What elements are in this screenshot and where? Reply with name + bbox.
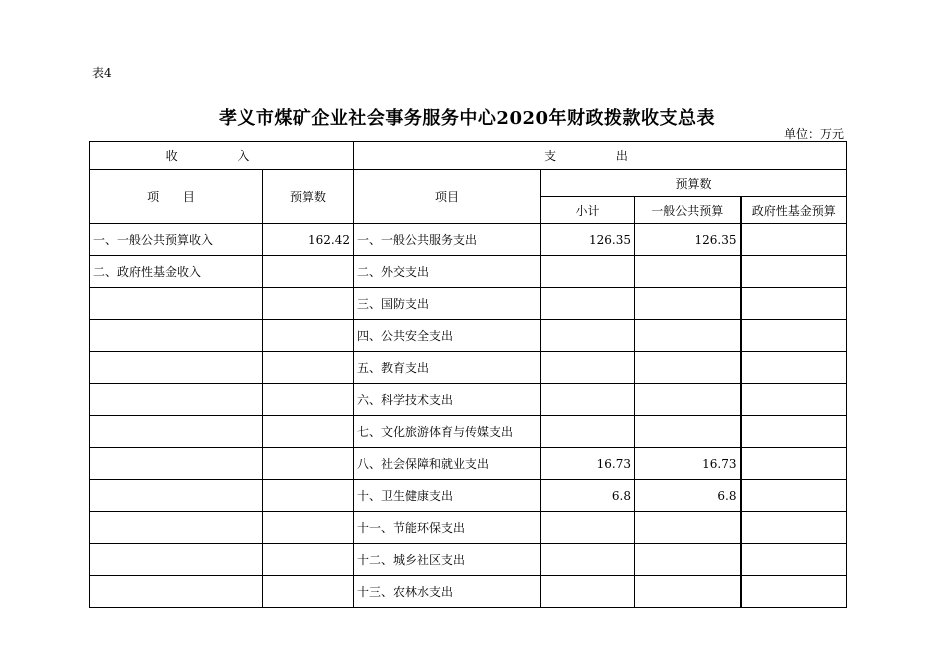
budget-table (89, 141, 847, 608)
header-row-1 (90, 142, 847, 170)
table-row (90, 512, 847, 544)
table-row (90, 448, 847, 480)
gov-fund-cell (741, 416, 847, 448)
subtotal-cell: 6.8 (541, 480, 635, 512)
expense-item-cell: 八、社会保障和就业支出 (354, 448, 541, 480)
expense-item-cell: 十、卫生健康支出 (354, 480, 541, 512)
gov-fund-cell (741, 544, 847, 576)
expense-item-cell: 七、文化旅游体育与传媒支出 (354, 416, 541, 448)
income-amount-cell (263, 384, 354, 416)
expense-item-cell: 十三、农林水支出 (354, 576, 541, 608)
budget-table-body (90, 142, 847, 608)
income-item-cell: 一、一般公共预算收入 (90, 224, 263, 256)
gov-fund-cell (741, 352, 847, 384)
expense-item-cell: 三、国防支出 (354, 288, 541, 320)
subtotal-cell (541, 320, 635, 352)
income-amount-cell (263, 480, 354, 512)
gov-fund-header: 政府性基金预算 (741, 197, 847, 224)
income-item-header: 项 目 (90, 170, 263, 224)
general-budget-cell: 16.73 (635, 448, 741, 480)
table-row (90, 576, 847, 608)
income-amount-cell: 162.42 (263, 224, 354, 256)
expense-item-cell: 十一、节能环保支出 (354, 512, 541, 544)
table-row (90, 320, 847, 352)
expense-item-cell: 一、一般公共服务支出 (354, 224, 541, 256)
general-budget-cell (635, 288, 741, 320)
income-amount-cell (263, 320, 354, 352)
expense-header: 支 出 (354, 142, 847, 170)
subtotal-header: 小计 (541, 197, 635, 224)
expense-item-header: 项目 (354, 170, 541, 224)
general-budget-cell (635, 320, 741, 352)
income-amount-header: 预算数 (263, 170, 354, 224)
unit-label: 单位：万元 (783, 127, 844, 141)
income-item-cell (90, 576, 263, 608)
subtotal-cell (541, 576, 635, 608)
table-number: 表4 (92, 66, 112, 80)
header-row-2 (90, 170, 847, 197)
subtotal-cell: 16.73 (541, 448, 635, 480)
income-item-cell (90, 512, 263, 544)
expense-budget-header: 预算数 (541, 170, 847, 197)
income-item-cell (90, 480, 263, 512)
income-item-cell (90, 384, 263, 416)
income-item-cell (90, 288, 263, 320)
general-budget-cell (635, 352, 741, 384)
income-amount-cell (263, 416, 354, 448)
subtotal-cell (541, 544, 635, 576)
income-amount-cell (263, 352, 354, 384)
page-title: 孝义市煤矿企业社会事务服务中心2020年财政拨款收支总表 (218, 108, 716, 129)
income-item-cell (90, 352, 263, 384)
gov-fund-cell (741, 384, 847, 416)
gov-fund-cell (741, 448, 847, 480)
general-budget-cell (635, 416, 741, 448)
income-header: 收 入 (90, 142, 354, 170)
general-budget-header: 一般公共预算 (635, 197, 741, 224)
general-budget-cell (635, 544, 741, 576)
income-amount-cell (263, 288, 354, 320)
income-item-cell: 二、政府性基金收入 (90, 256, 263, 288)
table-row (90, 224, 847, 256)
subtotal-cell (541, 288, 635, 320)
table-row (90, 416, 847, 448)
income-item-cell (90, 416, 263, 448)
income-amount-cell (263, 544, 354, 576)
subtotal-cell (541, 352, 635, 384)
income-amount-cell (263, 256, 354, 288)
table-row (90, 544, 847, 576)
table-row (90, 384, 847, 416)
general-budget-cell: 126.35 (635, 224, 741, 256)
income-item-cell (90, 544, 263, 576)
general-budget-cell (635, 512, 741, 544)
expense-item-cell: 二、外交支出 (354, 256, 541, 288)
gov-fund-cell (741, 512, 847, 544)
gov-fund-cell (741, 224, 847, 256)
income-item-cell (90, 320, 263, 352)
subtotal-cell (541, 384, 635, 416)
gov-fund-cell (741, 480, 847, 512)
gov-fund-cell (741, 256, 847, 288)
table-row (90, 256, 847, 288)
general-budget-cell (635, 256, 741, 288)
table-row (90, 352, 847, 384)
income-amount-cell (263, 576, 354, 608)
income-amount-cell (263, 448, 354, 480)
expense-item-cell: 四、公共安全支出 (354, 320, 541, 352)
subtotal-cell (541, 256, 635, 288)
table-row (90, 288, 847, 320)
general-budget-cell: 6.8 (635, 480, 741, 512)
subtotal-cell (541, 416, 635, 448)
gov-fund-cell (741, 576, 847, 608)
general-budget-cell (635, 384, 741, 416)
expense-item-cell: 五、教育支出 (354, 352, 541, 384)
income-item-cell (90, 448, 263, 480)
gov-fund-cell (741, 288, 847, 320)
income-amount-cell (263, 512, 354, 544)
table-row (90, 480, 847, 512)
subtotal-cell: 126.35 (541, 224, 635, 256)
expense-item-cell: 十二、城乡社区支出 (354, 544, 541, 576)
subtotal-cell (541, 512, 635, 544)
expense-item-cell: 六、科学技术支出 (354, 384, 541, 416)
general-budget-cell (635, 576, 741, 608)
gov-fund-cell (741, 320, 847, 352)
